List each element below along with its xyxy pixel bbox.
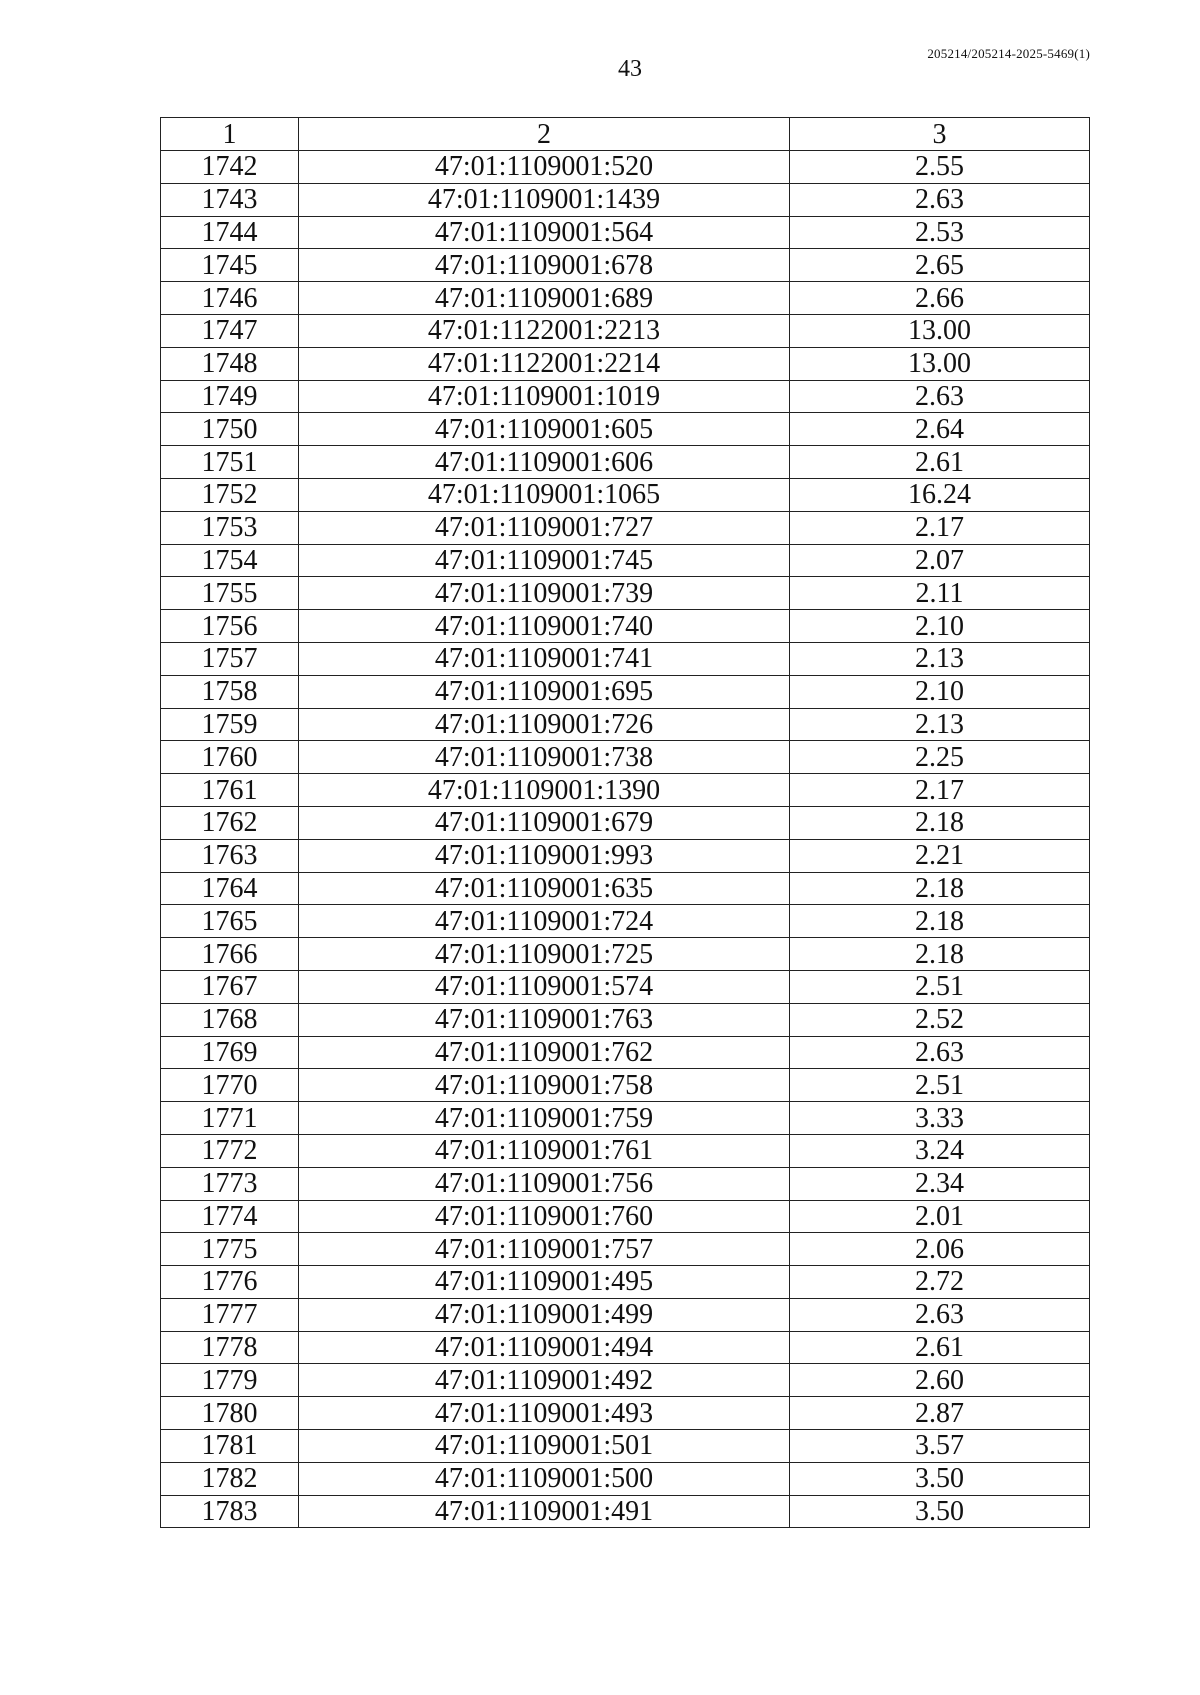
- cadastral-number-cell: 47:01:1109001:1439: [299, 183, 790, 216]
- table-row: [161, 314, 1090, 347]
- value-cell: 2.10: [790, 610, 1090, 643]
- cadastral-number-cell: 47:01:1109001:520: [299, 151, 790, 184]
- table-row: [161, 741, 1090, 774]
- value-cell: 2.11: [790, 577, 1090, 610]
- row-number-cell: 1765: [161, 905, 299, 938]
- table-row: [161, 839, 1090, 872]
- row-number-cell: 1781: [161, 1430, 299, 1463]
- row-number-cell: 1764: [161, 872, 299, 905]
- row-number-cell: 1751: [161, 446, 299, 479]
- value-cell: 2.17: [790, 511, 1090, 544]
- row-number-cell: 1757: [161, 642, 299, 675]
- cadastral-number-cell: 47:01:1109001:757: [299, 1233, 790, 1266]
- value-cell: 2.18: [790, 938, 1090, 971]
- column-header-1: 1: [161, 118, 299, 151]
- value-cell: 2.13: [790, 642, 1090, 675]
- cadastral-number-cell: 47:01:1122001:2214: [299, 347, 790, 380]
- row-number-cell: 1754: [161, 544, 299, 577]
- cadastral-number-cell: 47:01:1109001:763: [299, 1003, 790, 1036]
- table-row: [161, 151, 1090, 184]
- value-cell: 2.87: [790, 1397, 1090, 1430]
- row-number-cell: 1773: [161, 1167, 299, 1200]
- table-row: [161, 642, 1090, 675]
- cadastral-number-cell: 47:01:1109001:564: [299, 216, 790, 249]
- cadastral-number-cell: 47:01:1109001:740: [299, 610, 790, 643]
- column-header-3: 3: [790, 118, 1090, 151]
- value-cell: 2.63: [790, 380, 1090, 413]
- row-number-cell: 1753: [161, 511, 299, 544]
- table-row: [161, 1200, 1090, 1233]
- row-number-cell: 1744: [161, 216, 299, 249]
- cadastral-number-cell: 47:01:1109001:492: [299, 1364, 790, 1397]
- cadastral-number-cell: 47:01:1109001:739: [299, 577, 790, 610]
- table-row: [161, 1167, 1090, 1200]
- table-header-row: [161, 118, 1090, 151]
- table-row: [161, 544, 1090, 577]
- table-row: [161, 347, 1090, 380]
- table-row: [161, 1462, 1090, 1495]
- cadastral-number-cell: 47:01:1109001:574: [299, 970, 790, 1003]
- cadastral-number-cell: 47:01:1109001:761: [299, 1134, 790, 1167]
- value-cell: 2.06: [790, 1233, 1090, 1266]
- table-row: [161, 1036, 1090, 1069]
- cadastral-number-cell: 47:01:1109001:491: [299, 1495, 790, 1528]
- table-row: [161, 1003, 1090, 1036]
- row-number-cell: 1778: [161, 1331, 299, 1364]
- table-body: [161, 151, 1090, 1528]
- row-number-cell: 1779: [161, 1364, 299, 1397]
- row-number-cell: 1752: [161, 478, 299, 511]
- cadastral-number-cell: 47:01:1109001:635: [299, 872, 790, 905]
- table-row: [161, 1266, 1090, 1299]
- table-row: [161, 183, 1090, 216]
- table-row: [161, 1495, 1090, 1528]
- page-number: 43: [618, 56, 642, 82]
- cadastral-number-cell: 47:01:1109001:726: [299, 708, 790, 741]
- value-cell: 16.24: [790, 478, 1090, 511]
- value-cell: 2.53: [790, 216, 1090, 249]
- cadastral-number-cell: 47:01:1109001:1065: [299, 478, 790, 511]
- cadastral-number-cell: 47:01:1109001:741: [299, 642, 790, 675]
- value-cell: 2.63: [790, 1298, 1090, 1331]
- table-row: [161, 806, 1090, 839]
- value-cell: 2.07: [790, 544, 1090, 577]
- value-cell: 2.60: [790, 1364, 1090, 1397]
- row-number-cell: 1750: [161, 413, 299, 446]
- value-cell: 2.01: [790, 1200, 1090, 1233]
- table-row: [161, 413, 1090, 446]
- table-row: [161, 282, 1090, 315]
- row-number-cell: 1749: [161, 380, 299, 413]
- value-cell: 2.18: [790, 806, 1090, 839]
- row-number-cell: 1768: [161, 1003, 299, 1036]
- cadastral-number-cell: 47:01:1109001:606: [299, 446, 790, 479]
- table-row: [161, 1331, 1090, 1364]
- value-cell: 2.10: [790, 675, 1090, 708]
- table-row: [161, 511, 1090, 544]
- table-row: [161, 610, 1090, 643]
- cadastral-number-cell: 47:01:1109001:695: [299, 675, 790, 708]
- cadastral-number-cell: 47:01:1109001:725: [299, 938, 790, 971]
- value-cell: 2.18: [790, 872, 1090, 905]
- row-number-cell: 1756: [161, 610, 299, 643]
- value-cell: 3.50: [790, 1462, 1090, 1495]
- value-cell: 2.61: [790, 446, 1090, 479]
- value-cell: 3.33: [790, 1102, 1090, 1135]
- table-row: [161, 1069, 1090, 1102]
- table-row: [161, 446, 1090, 479]
- row-number-cell: 1774: [161, 1200, 299, 1233]
- row-number-cell: 1777: [161, 1298, 299, 1331]
- table-row: [161, 1430, 1090, 1463]
- table-row: [161, 1233, 1090, 1266]
- table-row: [161, 380, 1090, 413]
- data-table-container: [160, 117, 1089, 1528]
- value-cell: 2.17: [790, 774, 1090, 807]
- cadastral-number-cell: 47:01:1109001:493: [299, 1397, 790, 1430]
- document-reference: 205214/205214-2025-5469(1): [927, 46, 1090, 61]
- cadastral-number-cell: 47:01:1109001:760: [299, 1200, 790, 1233]
- table-row: [161, 577, 1090, 610]
- row-number-cell: 1771: [161, 1102, 299, 1135]
- row-number-cell: 1743: [161, 183, 299, 216]
- value-cell: 2.63: [790, 183, 1090, 216]
- row-number-cell: 1766: [161, 938, 299, 971]
- row-number-cell: 1770: [161, 1069, 299, 1102]
- value-cell: 2.21: [790, 839, 1090, 872]
- table-row: [161, 872, 1090, 905]
- table-row: [161, 970, 1090, 1003]
- row-number-cell: 1760: [161, 741, 299, 774]
- table-row: [161, 905, 1090, 938]
- table-row: [161, 1134, 1090, 1167]
- value-cell: 2.25: [790, 741, 1090, 774]
- value-cell: 2.64: [790, 413, 1090, 446]
- cadastral-number-cell: 47:01:1109001:494: [299, 1331, 790, 1364]
- row-number-cell: 1780: [161, 1397, 299, 1430]
- row-number-cell: 1763: [161, 839, 299, 872]
- value-cell: 2.61: [790, 1331, 1090, 1364]
- value-cell: 2.34: [790, 1167, 1090, 1200]
- row-number-cell: 1762: [161, 806, 299, 839]
- cadastral-number-cell: 47:01:1109001:745: [299, 544, 790, 577]
- row-number-cell: 1759: [161, 708, 299, 741]
- value-cell: 2.51: [790, 1069, 1090, 1102]
- table-row: [161, 1397, 1090, 1430]
- cadastral-number-cell: 47:01:1109001:724: [299, 905, 790, 938]
- cadastral-number-cell: 47:01:1109001:501: [299, 1430, 790, 1463]
- value-cell: 2.13: [790, 708, 1090, 741]
- row-number-cell: 1755: [161, 577, 299, 610]
- cadastral-number-cell: 47:01:1109001:756: [299, 1167, 790, 1200]
- cadastral-number-cell: 47:01:1109001:1019: [299, 380, 790, 413]
- cadastral-number-cell: 47:01:1109001:993: [299, 839, 790, 872]
- value-cell: 3.24: [790, 1134, 1090, 1167]
- row-number-cell: 1767: [161, 970, 299, 1003]
- value-cell: 2.65: [790, 249, 1090, 282]
- value-cell: 2.63: [790, 1036, 1090, 1069]
- table-row: [161, 1298, 1090, 1331]
- row-number-cell: 1747: [161, 314, 299, 347]
- row-number-cell: 1776: [161, 1266, 299, 1299]
- row-number-cell: 1761: [161, 774, 299, 807]
- row-number-cell: 1775: [161, 1233, 299, 1266]
- table-row: [161, 1364, 1090, 1397]
- value-cell: 2.18: [790, 905, 1090, 938]
- value-cell: 3.57: [790, 1430, 1090, 1463]
- table-row: [161, 249, 1090, 282]
- table-row: [161, 675, 1090, 708]
- value-cell: 13.00: [790, 347, 1090, 380]
- cadastral-number-cell: 47:01:1109001:727: [299, 511, 790, 544]
- value-cell: 2.52: [790, 1003, 1090, 1036]
- table-row: [161, 1102, 1090, 1135]
- row-number-cell: 1745: [161, 249, 299, 282]
- table-row: [161, 478, 1090, 511]
- cadastral-number-cell: 47:01:1122001:2213: [299, 314, 790, 347]
- cadastral-number-cell: 47:01:1109001:689: [299, 282, 790, 315]
- value-cell: 2.51: [790, 970, 1090, 1003]
- cadastral-number-cell: 47:01:1109001:759: [299, 1102, 790, 1135]
- value-cell: 2.72: [790, 1266, 1090, 1299]
- row-number-cell: 1772: [161, 1134, 299, 1167]
- value-cell: 13.00: [790, 314, 1090, 347]
- row-number-cell: 1746: [161, 282, 299, 315]
- value-cell: 2.55: [790, 151, 1090, 184]
- cadastral-number-cell: 47:01:1109001:495: [299, 1266, 790, 1299]
- cadastral-number-cell: 47:01:1109001:678: [299, 249, 790, 282]
- row-number-cell: 1783: [161, 1495, 299, 1528]
- cadastral-number-cell: 47:01:1109001:738: [299, 741, 790, 774]
- row-number-cell: 1742: [161, 151, 299, 184]
- row-number-cell: 1758: [161, 675, 299, 708]
- cadastral-number-cell: 47:01:1109001:758: [299, 1069, 790, 1102]
- cadastral-number-cell: 47:01:1109001:500: [299, 1462, 790, 1495]
- row-number-cell: 1748: [161, 347, 299, 380]
- table-row: [161, 938, 1090, 971]
- cadastral-number-cell: 47:01:1109001:1390: [299, 774, 790, 807]
- cadastral-number-cell: 47:01:1109001:762: [299, 1036, 790, 1069]
- column-header-2: 2: [299, 118, 790, 151]
- cadastral-number-cell: 47:01:1109001:499: [299, 1298, 790, 1331]
- cadastral-number-cell: 47:01:1109001:605: [299, 413, 790, 446]
- value-cell: 3.50: [790, 1495, 1090, 1528]
- table-row: [161, 216, 1090, 249]
- table-row: [161, 708, 1090, 741]
- value-cell: 2.66: [790, 282, 1090, 315]
- row-number-cell: 1782: [161, 1462, 299, 1495]
- table-row: [161, 774, 1090, 807]
- cadastral-number-cell: 47:01:1109001:679: [299, 806, 790, 839]
- row-number-cell: 1769: [161, 1036, 299, 1069]
- data-table: [160, 117, 1090, 1528]
